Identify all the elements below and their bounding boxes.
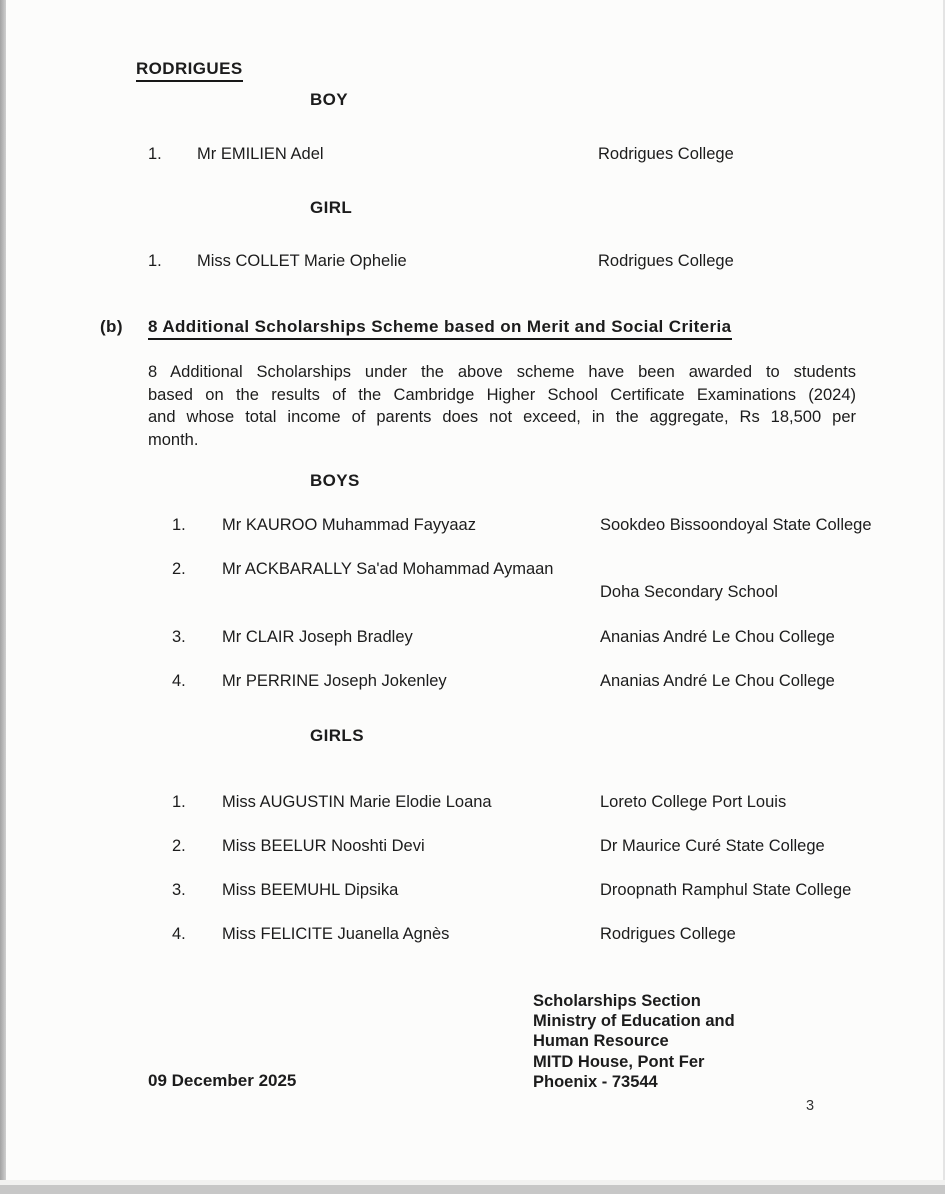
scholar-name: Miss BEELUR Nooshti Devi: [222, 837, 425, 855]
scholar-row: [0, 672, 945, 698]
scholar-name: Mr EMILIEN Adel: [197, 145, 324, 163]
row-number: 3.: [172, 628, 186, 646]
scholar-name: Miss BEEMUHL Dipsika: [222, 881, 399, 899]
address-line: MITD House, Pont Fer: [533, 1052, 705, 1071]
row-number: 1.: [172, 793, 186, 811]
address-line: Human Resource: [533, 1032, 669, 1051]
address-line: Ministry of Education and: [533, 1012, 735, 1031]
scholar-college: Doha Secondary School: [600, 583, 778, 601]
scholar-name: Miss COLLET Marie Ophelie: [197, 252, 407, 270]
scholar-name: Mr PERRINE Joseph Jokenley: [222, 672, 447, 690]
row-number: 2.: [172, 560, 186, 578]
paragraph-line: 8 Additional Scholarships under the above scheme have been awarded to students: [148, 363, 856, 381]
row-number: 1.: [148, 252, 162, 270]
scholar-college: Sookdeo Bissoondoyal State College: [600, 516, 872, 534]
scholar-college: Rodrigues College: [598, 145, 734, 163]
paragraph-line: month.: [148, 430, 199, 449]
page-number: 3: [806, 1098, 815, 1114]
row-number: 2.: [172, 837, 186, 855]
intro-paragraph: [148, 361, 856, 451]
scholar-row: [0, 628, 945, 654]
row-number: 1.: [172, 516, 186, 534]
scan-edge-left: [0, 0, 6, 1194]
row-number: 1.: [148, 145, 162, 163]
address-line: Phoenix - 73544: [533, 1072, 658, 1091]
paragraph-line: based on the results of the Cambridge Higher School Certificate Examinations (2024): [148, 385, 856, 404]
row-number: 3.: [172, 881, 186, 899]
scholar-college: Ananias André Le Chou College: [600, 628, 835, 646]
scholar-college: Dr Maurice Curé State College: [600, 837, 825, 855]
scholar-row: [0, 881, 945, 907]
scholar-row: [0, 516, 945, 542]
scholar-row: [0, 252, 945, 278]
section-title-rodrigues: RODRIGUES: [136, 59, 243, 82]
row-number: 4.: [172, 672, 186, 690]
subheading-girls: GIRLS: [310, 726, 364, 745]
scholar-name: Mr CLAIR Joseph Bradley: [222, 628, 413, 646]
subheading-boys: BOYS: [310, 471, 360, 490]
row-number: 4.: [172, 925, 186, 943]
address-line: Scholarships Section: [533, 992, 701, 1010]
scholar-college: Rodrigues College: [600, 925, 736, 943]
scholar-college: Rodrigues College: [598, 252, 734, 270]
scholar-row: [0, 145, 945, 171]
paragraph-line: and whose total income of parents does not exceed, in the aggregate, Rs 18,500 per: [148, 408, 856, 427]
document-date: 09 December 2025: [148, 1071, 297, 1090]
section-title-additional-scholarships: 8 Additional Scholarships Scheme based on Merit and Social Criteria: [148, 317, 732, 340]
scholar-row: [0, 560, 945, 601]
scholar-college: Droopnath Ramphul State College: [600, 881, 852, 899]
scholar-college: Ananias André Le Chou College: [600, 672, 835, 690]
section-label-b: (b): [100, 317, 123, 336]
scholar-row: [0, 925, 945, 951]
scholar-name: Mr KAUROO Muhammad Fayyaaz: [222, 516, 476, 534]
scholar-name: Mr ACKBARALLY Sa'ad Mohammad Aymaan: [222, 560, 554, 578]
scholar-name: Miss AUGUSTIN Marie Elodie Loana: [222, 793, 492, 811]
subheading-boy: BOY: [310, 90, 349, 109]
scholar-name: Miss FELICITE Juanella Agnès: [222, 925, 450, 943]
subheading-girl: GIRL: [310, 198, 353, 217]
scholar-row: [0, 793, 945, 819]
scholar-college: Loreto College Port Louis: [600, 793, 787, 811]
scan-edge-bottom: [0, 1185, 945, 1194]
scholar-row: [0, 837, 945, 863]
issuing-office-address: [533, 991, 735, 1092]
